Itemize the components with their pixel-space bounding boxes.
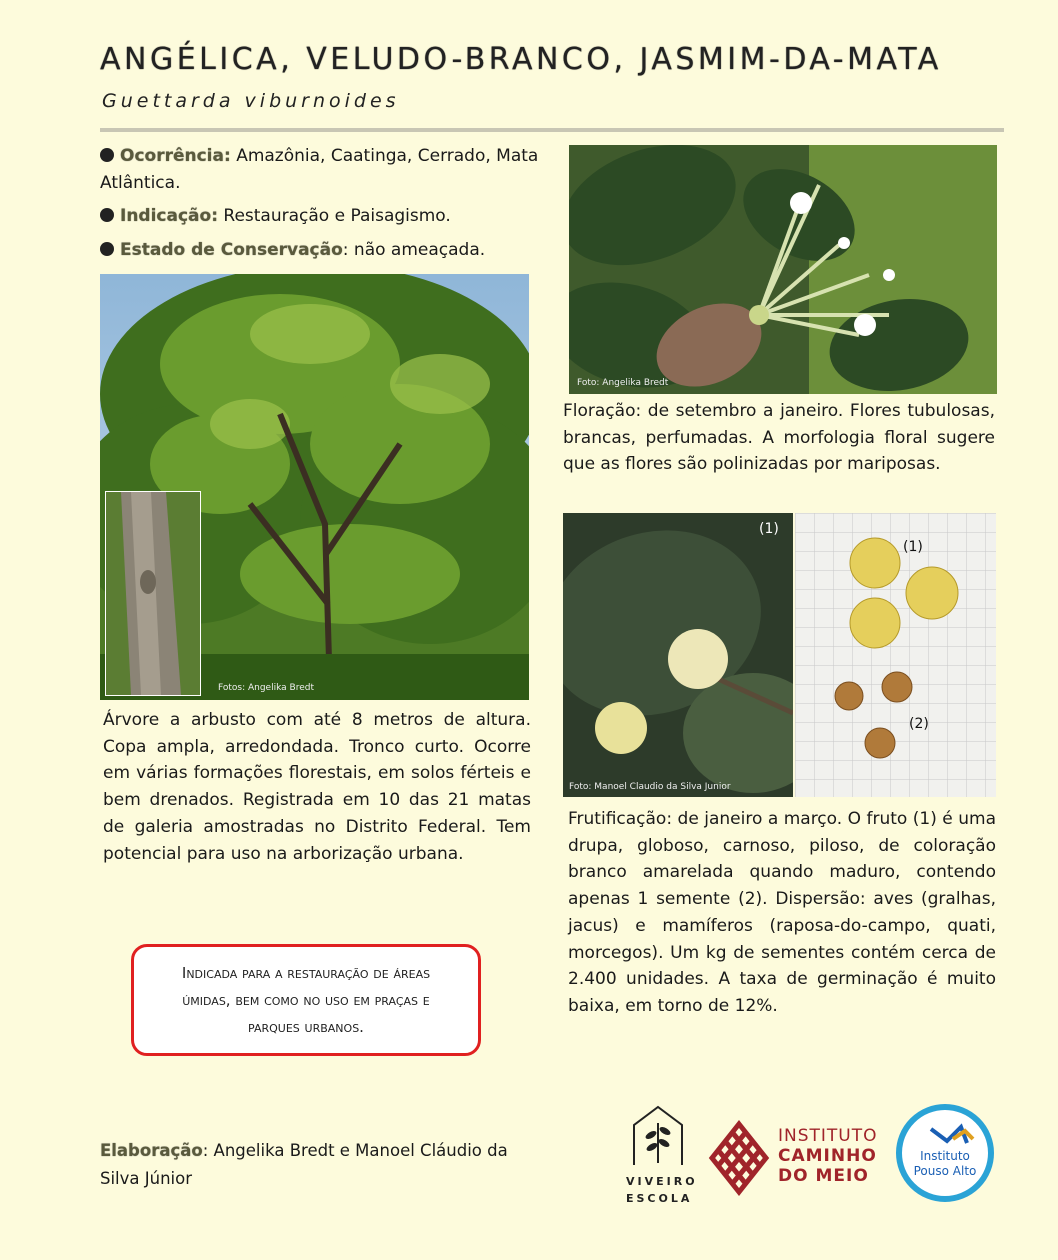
- instituto-caminho-do-meio-logo: [708, 1118, 878, 1198]
- viveiro-line2: ESCOLA: [626, 1192, 693, 1205]
- bullet-icon: [100, 242, 114, 256]
- fruit-label-1: (1): [759, 521, 779, 537]
- house-plant-icon: [626, 1103, 690, 1169]
- occurrence-info: [100, 143, 540, 197]
- occurrence-value: Amazônia, Caatinga, Cerrado, Mata Atlântica.: [100, 146, 539, 193]
- conservation-value: : não ameaçada.: [342, 240, 486, 260]
- tree-photo-credit: Fotos: Angelika Bredt: [218, 683, 314, 693]
- credits-value: : Angelika Bredt e Manoel Cláudio da Silva Júnior: [100, 1141, 508, 1188]
- fruit-and-seed-illustration: [795, 513, 996, 797]
- scientific-name: Guettarda viburnoides: [102, 90, 400, 112]
- fruit-photo-credit: Foto: Manoel Claudio da Silva Junior: [569, 782, 731, 792]
- seed-label-2: (2): [909, 716, 929, 732]
- fruit-on-branch-illustration: [563, 513, 793, 797]
- tree-description: Árvore a arbusto com até 8 metros de altura. Copa ampla, arredondada. Tronco curto. Ocorre em várias formações florestais, em solos férteis e bem drenados. Registrada em 10 das 21 matas de galeria amostradas no Distrito Federal. Tem potencial para uso na arborização urbana.: [103, 710, 531, 864]
- recommendation-callout: [131, 944, 481, 1056]
- conservation-label: Estado de Conservação: [120, 240, 343, 260]
- viveiro-line1: VIVEIRO: [626, 1175, 698, 1188]
- caminho-line1: INSTITUTO: [778, 1126, 878, 1146]
- fruit-photo-grid: [795, 513, 996, 797]
- bullet-icon: [100, 148, 114, 162]
- credits-label: Elaboração: [100, 1141, 203, 1160]
- instituto-pouso-alto-logo: [895, 1103, 995, 1203]
- occurrence-label: Ocorrência:: [120, 146, 231, 166]
- credits: [100, 1137, 520, 1193]
- fruiting-description: Frutificação: de janeiro a março. O fruto (1) é uma drupa, globoso, carnoso, piloso, de coloração branco amarelada quando maduro, contendo apenas 1 semente (2). Dispersão: aves (gralhas, jacus) e mamíferos (raposa-do-campo, quati, morcegos). Um kg de sementes contém cerca de 2.400 unidades. A taxa de germinação é muito baixa, em torno de 12%.: [568, 809, 996, 1016]
- viveiro-escola-logo: [626, 1103, 698, 1205]
- flowering-description: Floração: de setembro a janeiro. Flores tubulosas, brancas, perfumadas. A morfologia floral sugere que as flores são polinizadas por mariposas.: [563, 401, 995, 475]
- flower-illustration: [569, 145, 997, 394]
- flower-photo-credit: Foto: Angelika Bredt: [577, 378, 669, 388]
- trunk-illustration: [106, 492, 200, 695]
- fruit-label-1-grid: (1): [903, 539, 923, 555]
- endless-knot-icon: [708, 1120, 770, 1196]
- bullet-icon: [100, 208, 114, 222]
- flower-photo: [569, 145, 997, 394]
- pouso-alto-line2: Pouso Alto: [913, 1164, 977, 1178]
- callout-text: Indicada para a restauração de áreas úmidas, bem como no uso em praças e parques urbanos.: [181, 963, 431, 1036]
- header-divider: [100, 128, 1004, 132]
- indication-info: [100, 203, 540, 230]
- page-title: ANGÉLICA, VELUDO-BRANCO, JASMIM-DA-MATA: [100, 42, 942, 77]
- caminho-line3: DO MEIO: [778, 1166, 869, 1186]
- indication-label: Indicação:: [120, 206, 218, 226]
- conservation-info: [100, 237, 540, 264]
- fruit-photo-tree: [563, 513, 793, 797]
- indication-value: Restauração e Paisagismo.: [218, 206, 451, 226]
- tree-photo: [100, 274, 529, 700]
- trunk-inset-photo: [105, 491, 201, 696]
- pouso-alto-line1: Instituto: [920, 1149, 970, 1163]
- caminho-line2: CAMINHO: [778, 1146, 877, 1166]
